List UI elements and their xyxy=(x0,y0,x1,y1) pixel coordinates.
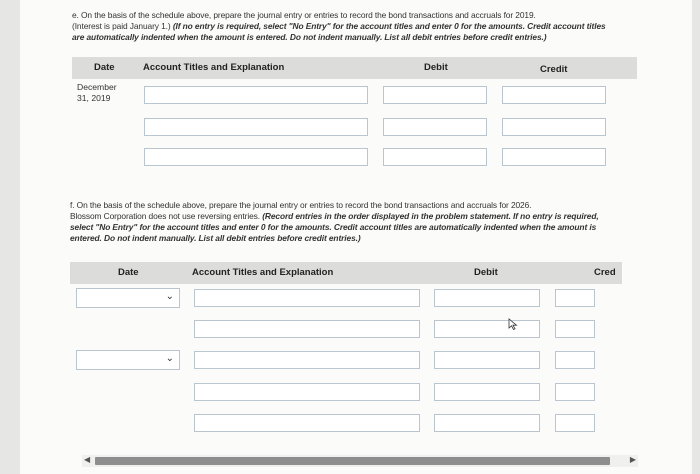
part-f-col-date: Date xyxy=(118,267,139,278)
part-f-account-input-5[interactable] xyxy=(194,414,420,432)
part-e-line3-note: are automatically indented when the amount is entered. Do not indent manually. List all debit entries before credit entries.) xyxy=(72,32,547,42)
part-f-date-select-1[interactable] xyxy=(76,288,180,308)
part-f-account-input-4[interactable] xyxy=(194,383,420,401)
part-f-col-credit: Cred xyxy=(594,267,616,278)
part-f-debit-input-2[interactable] xyxy=(434,320,540,338)
part-f-col-debit: Debit xyxy=(474,267,498,278)
part-f-line2-note: (Record entries in the order displayed in the problem statement. If no entry is required, xyxy=(262,211,599,221)
part-e-line2-note: (If no entry is required, select "No Entry" for the account titles and enter 0 for the amounts. Credit account titles xyxy=(172,21,606,31)
part-e-line2: (Interest is paid January 1.) xyxy=(72,21,173,31)
part-e-debit-input-1[interactable] xyxy=(383,86,487,104)
part-e-date-line2: 31, 2019 xyxy=(77,93,111,103)
part-f-debit-input-5[interactable] xyxy=(434,414,540,432)
chevron-down-icon: ⌄ xyxy=(165,353,174,364)
part-f-debit-input-1[interactable] xyxy=(434,289,540,307)
part-f-col-account: Account Titles and Explanation xyxy=(192,267,334,278)
part-f-debit-input-4[interactable] xyxy=(434,383,540,401)
part-e-col-account: Account Titles and Explanation xyxy=(143,62,285,73)
part-e-debit-input-3[interactable] xyxy=(383,148,487,166)
part-f-credit-input-5[interactable] xyxy=(555,414,595,432)
part-e-credit-input-2[interactable] xyxy=(502,118,606,136)
part-f-credit-input-4[interactable] xyxy=(555,383,595,401)
mouse-pointer-icon xyxy=(508,318,518,330)
problem-sheet xyxy=(20,0,692,474)
part-f-line3-note: select "No Entry" for the account titles and enter 0 for the amounts. Credit account titles are automatically indented when the amount is xyxy=(70,222,597,232)
part-e-instructions xyxy=(72,10,606,43)
part-e-date-line1: December xyxy=(77,82,117,92)
part-e-line1: e. On the basis of the schedule above, prepare the journal entry or entries to record the bond transactions and accruals for 2019. xyxy=(72,10,536,20)
part-f-account-input-2[interactable] xyxy=(194,320,420,338)
part-f-line2: Blossom Corporation does not use reversing entries. xyxy=(70,211,263,221)
part-f-credit-input-1[interactable] xyxy=(555,289,595,307)
part-f-account-input-1[interactable] xyxy=(194,289,420,307)
scrollbar-thumb[interactable] xyxy=(95,457,610,465)
part-e-credit-input-3[interactable] xyxy=(502,148,606,166)
chevron-down-icon: ⌄ xyxy=(165,291,174,302)
part-f-credit-input-2[interactable] xyxy=(555,320,595,338)
scroll-left-arrow-icon[interactable]: ◀ xyxy=(84,455,91,464)
part-e-account-input-2[interactable] xyxy=(144,118,368,136)
part-e-table-header xyxy=(72,57,637,79)
horizontal-scrollbar[interactable] xyxy=(82,455,638,467)
part-f-account-input-3[interactable] xyxy=(194,351,420,369)
scroll-right-arrow-icon[interactable]: ▶ xyxy=(629,455,636,464)
part-f-credit-input-3[interactable] xyxy=(555,351,595,369)
part-e-col-credit: Credit xyxy=(540,64,568,75)
part-e-credit-input-1[interactable] xyxy=(502,86,606,104)
part-f-table-header xyxy=(70,262,622,284)
part-f-date-select-2[interactable] xyxy=(76,350,180,370)
part-e-col-date: Date xyxy=(94,62,115,73)
part-e-account-input-1[interactable] xyxy=(144,86,368,104)
part-f-instructions xyxy=(70,200,599,244)
part-e-debit-input-2[interactable] xyxy=(383,118,487,136)
part-e-account-input-3[interactable] xyxy=(144,148,368,166)
part-f-line1: f. On the basis of the schedule above, prepare the journal entry or entries to record the bond transactions and accruals for 2026. xyxy=(70,200,532,210)
part-f-line4-note: entered. Do not indent manually. List all debit entries before credit entries.) xyxy=(70,233,361,243)
part-f-debit-input-3[interactable] xyxy=(434,351,540,369)
part-e-date-label xyxy=(77,82,117,104)
part-e-col-debit: Debit xyxy=(424,62,448,73)
